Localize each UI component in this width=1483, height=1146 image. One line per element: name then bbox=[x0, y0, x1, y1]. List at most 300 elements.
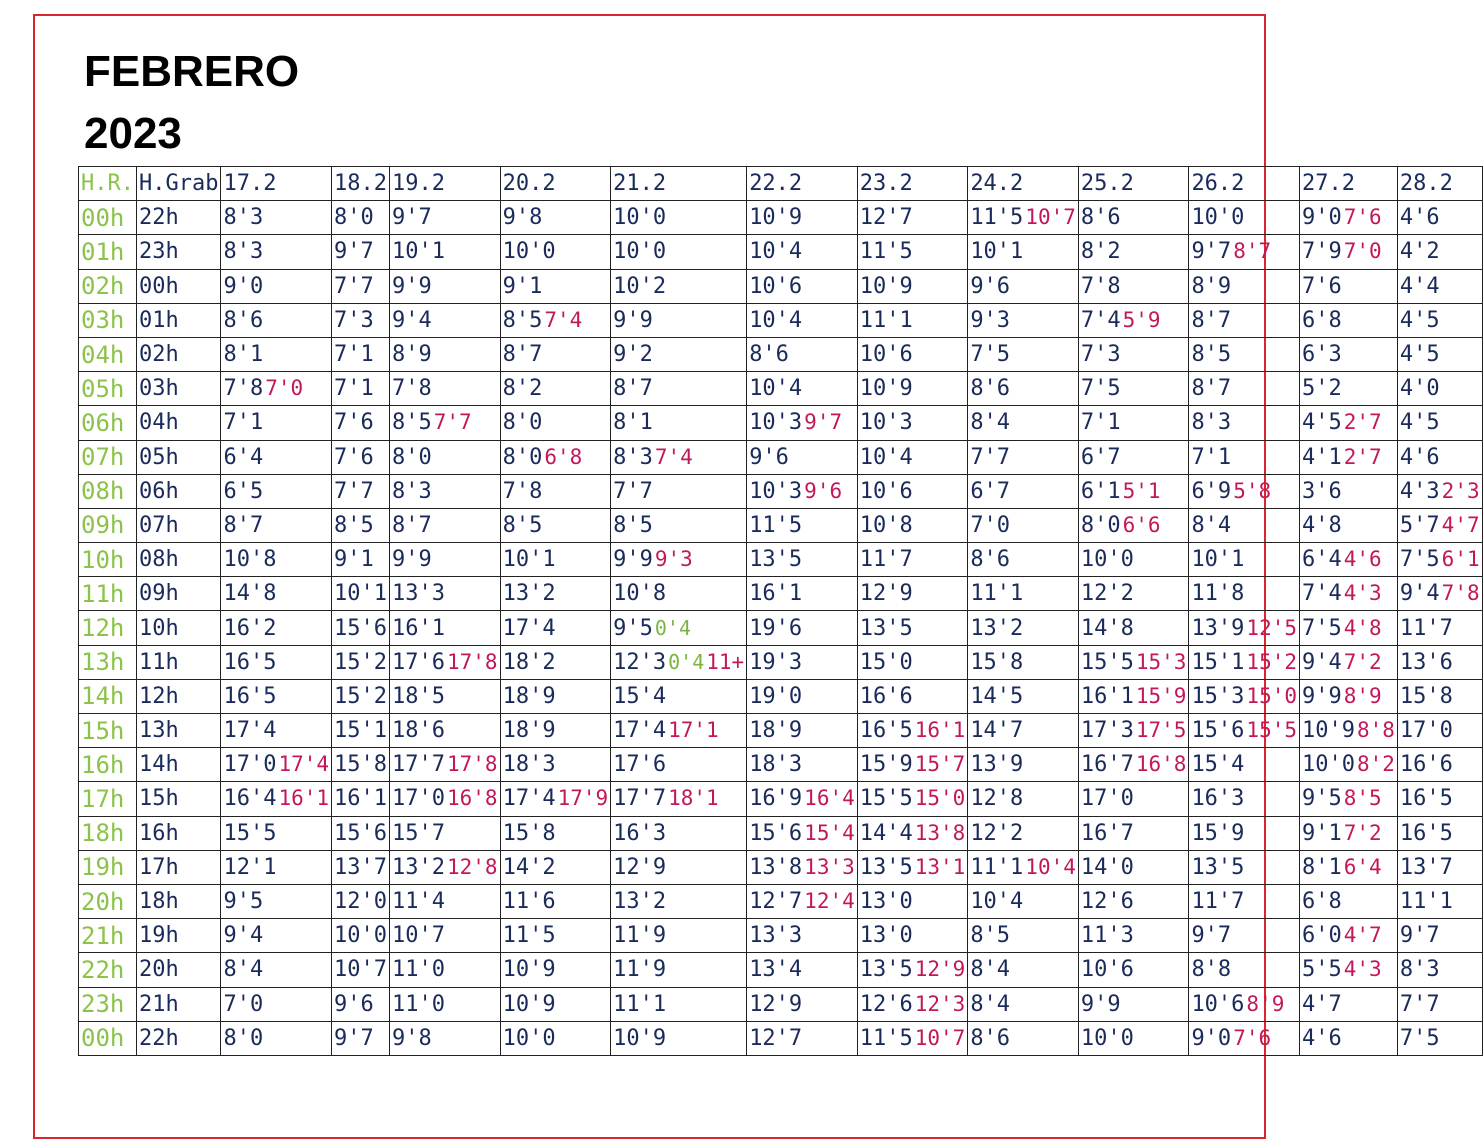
value-text: 7'3 bbox=[334, 307, 374, 333]
value-cell bbox=[857, 372, 968, 406]
value-text: 7'1 bbox=[1191, 444, 1232, 470]
value-cell bbox=[1189, 884, 1300, 918]
value-text: 14'0 bbox=[1080, 854, 1134, 880]
value-cell bbox=[1397, 611, 1482, 645]
value-cell bbox=[968, 987, 1079, 1021]
value-cell bbox=[390, 850, 501, 884]
value-text: 15'3 bbox=[1191, 683, 1245, 709]
value-text: 13'9 bbox=[1191, 615, 1245, 641]
value-cell bbox=[1078, 235, 1189, 269]
value-text: 9'9 bbox=[613, 307, 653, 333]
value-text: 8'6 bbox=[1080, 205, 1121, 231]
value-cell bbox=[747, 406, 858, 440]
value-cell bbox=[1078, 269, 1189, 303]
value-cell bbox=[1397, 440, 1482, 474]
value-text: 9'4 bbox=[392, 307, 432, 333]
value-text: 11'3 bbox=[1080, 923, 1134, 949]
value-cell bbox=[611, 850, 747, 884]
value-text: 7'6 bbox=[334, 410, 374, 436]
value-text: 8'4 bbox=[1191, 512, 1232, 538]
value-text: 9'5 bbox=[613, 615, 653, 641]
hour-real-cell: 08h bbox=[79, 474, 137, 508]
value-text: 7'4 bbox=[1302, 581, 1342, 607]
value-cell bbox=[1189, 474, 1300, 508]
value-cell bbox=[390, 201, 501, 235]
value-text: 9'5 bbox=[1302, 786, 1342, 812]
value-cell bbox=[1397, 303, 1482, 337]
value-cell bbox=[611, 714, 747, 748]
red-correction: 16'4 bbox=[804, 786, 855, 811]
value-text: 10'0 bbox=[502, 1025, 556, 1051]
value-cell bbox=[1078, 987, 1189, 1021]
value-text: 9'9 bbox=[613, 547, 653, 573]
value-cell bbox=[1300, 919, 1398, 953]
value-cell bbox=[1300, 679, 1398, 713]
value-text: 8'0 bbox=[223, 1025, 264, 1051]
value-cell bbox=[857, 269, 968, 303]
value-cell bbox=[857, 474, 968, 508]
value-cell bbox=[332, 440, 390, 474]
red-correction: 10'7 bbox=[1025, 205, 1076, 230]
value-text: 7'8 bbox=[1080, 273, 1121, 299]
value-cell bbox=[1078, 782, 1189, 816]
value-text: 9'0 bbox=[1191, 1025, 1232, 1051]
value-cell bbox=[500, 987, 611, 1021]
value-cell bbox=[857, 884, 968, 918]
value-cell bbox=[1189, 372, 1300, 406]
value-cell bbox=[968, 543, 1079, 577]
value-text: 4'6 bbox=[1302, 1025, 1342, 1051]
value-cell bbox=[857, 611, 968, 645]
value-text: 12'2 bbox=[970, 820, 1024, 846]
value-text: 19'6 bbox=[749, 615, 803, 641]
value-cell bbox=[857, 953, 968, 987]
value-text: 11'0 bbox=[392, 991, 445, 1017]
value-text: 10'9 bbox=[1302, 718, 1355, 744]
value-cell bbox=[968, 372, 1079, 406]
value-cell bbox=[857, 303, 968, 337]
hour-real-cell: 15h bbox=[79, 714, 137, 748]
hour-grab-cell: 03h bbox=[136, 372, 220, 406]
value-cell bbox=[747, 543, 858, 577]
value-text: 16'9 bbox=[749, 786, 803, 812]
value-text: 7'5 bbox=[970, 342, 1011, 368]
value-text: 15'9 bbox=[859, 752, 913, 778]
value-cell bbox=[747, 748, 858, 782]
value-text: 4'5 bbox=[1399, 307, 1440, 333]
red-correction: 7'4 bbox=[544, 307, 583, 332]
value-cell bbox=[390, 714, 501, 748]
hour-grab-cell: 19h bbox=[136, 919, 220, 953]
value-text: 8'2 bbox=[502, 376, 543, 402]
value-cell bbox=[857, 337, 968, 371]
value-text: 13'2 bbox=[502, 581, 556, 607]
value-text: 16'3 bbox=[613, 820, 667, 846]
hour-real-cell: 01h bbox=[79, 235, 137, 269]
value-text: 11'9 bbox=[613, 923, 667, 949]
table-row bbox=[79, 269, 1483, 303]
value-text: 10'8 bbox=[859, 512, 913, 538]
value-cell bbox=[332, 235, 390, 269]
value-cell bbox=[500, 816, 611, 850]
value-text: 6'3 bbox=[1302, 342, 1342, 368]
value-cell bbox=[611, 303, 747, 337]
value-cell bbox=[500, 850, 611, 884]
value-cell bbox=[968, 782, 1079, 816]
value-cell bbox=[857, 201, 968, 235]
value-cell bbox=[332, 201, 390, 235]
value-cell bbox=[747, 987, 858, 1021]
value-text: 16'7 bbox=[1080, 820, 1134, 846]
value-cell bbox=[1078, 679, 1189, 713]
value-text: 4'2 bbox=[1399, 239, 1440, 265]
value-cell bbox=[747, 884, 858, 918]
hour-grab-cell: 01h bbox=[136, 303, 220, 337]
value-text: 13'0 bbox=[859, 889, 913, 915]
value-text: 7'5 bbox=[1399, 547, 1440, 573]
value-text: 8'9 bbox=[1191, 273, 1232, 299]
value-text: 9'9 bbox=[1080, 991, 1121, 1017]
value-cell bbox=[968, 850, 1079, 884]
value-text: 7'1 bbox=[334, 342, 374, 368]
red-correction: 17'9 bbox=[557, 786, 609, 811]
value-text: 17'4 bbox=[613, 718, 667, 744]
value-cell bbox=[500, 269, 611, 303]
red-correction: 7'7 bbox=[433, 410, 472, 435]
red-correction: 4'7 bbox=[1441, 512, 1480, 537]
value-text: 10'0 bbox=[1191, 205, 1245, 231]
value-text: 16'3 bbox=[1191, 786, 1245, 812]
value-text: 10'9 bbox=[859, 273, 913, 299]
red-correction: 17'5 bbox=[1135, 718, 1187, 743]
value-cell bbox=[332, 782, 390, 816]
value-cell bbox=[1300, 543, 1398, 577]
value-text: 13'0 bbox=[859, 923, 913, 949]
hour-real-cell: 00h bbox=[79, 1021, 137, 1055]
value-cell bbox=[221, 953, 332, 987]
red-correction: 13'1 bbox=[914, 854, 966, 879]
header-date: 25.2 bbox=[1078, 167, 1189, 201]
value-text: 8'0 bbox=[334, 205, 374, 231]
red-correction: 8'5 bbox=[1343, 786, 1382, 811]
value-text: 16'1 bbox=[1080, 683, 1134, 709]
value-text: 16'1 bbox=[392, 615, 445, 641]
hour-real-cell: 14h bbox=[79, 679, 137, 713]
value-cell bbox=[221, 577, 332, 611]
table-row bbox=[79, 816, 1483, 850]
value-text: 10'1 bbox=[970, 239, 1024, 265]
value-cell bbox=[1189, 645, 1300, 679]
red-correction: 15'9 bbox=[1135, 683, 1187, 708]
value-text: 7'8 bbox=[392, 376, 432, 402]
table-row bbox=[79, 850, 1483, 884]
value-cell bbox=[221, 543, 332, 577]
table-row bbox=[79, 508, 1483, 542]
value-text: 15'4 bbox=[613, 683, 667, 709]
value-text: 9'7 bbox=[334, 1025, 374, 1051]
value-text: 7'0 bbox=[223, 991, 264, 1017]
value-text: 15'7 bbox=[392, 820, 445, 846]
value-cell bbox=[390, 782, 501, 816]
value-text: 17'7 bbox=[392, 752, 445, 778]
value-text: 10'4 bbox=[859, 444, 913, 470]
value-cell bbox=[1300, 440, 1398, 474]
value-text: 13'7 bbox=[334, 854, 388, 880]
value-text: 8'0 bbox=[502, 410, 543, 436]
value-text: 10'0 bbox=[334, 923, 388, 949]
value-cell bbox=[611, 406, 747, 440]
red-correction: 17'1 bbox=[668, 718, 719, 743]
value-text: 11'5 bbox=[859, 239, 913, 265]
value-cell bbox=[332, 577, 390, 611]
value-cell bbox=[968, 508, 1079, 542]
value-cell bbox=[1078, 543, 1189, 577]
value-cell bbox=[390, 269, 501, 303]
value-text: 15'2 bbox=[334, 683, 388, 709]
value-text: 18'9 bbox=[502, 718, 556, 744]
value-text: 8'4 bbox=[223, 957, 264, 983]
value-cell bbox=[1300, 611, 1398, 645]
value-text: 6'9 bbox=[1191, 478, 1232, 504]
value-cell bbox=[1189, 337, 1300, 371]
value-text: 8'5 bbox=[502, 512, 543, 538]
header-date: 28.2 bbox=[1397, 167, 1482, 201]
value-cell bbox=[1397, 508, 1482, 542]
value-text: 8'5 bbox=[1191, 342, 1232, 368]
table-row bbox=[79, 577, 1483, 611]
value-text: 9'8 bbox=[392, 1025, 432, 1051]
value-text: 9'7 bbox=[1191, 239, 1232, 265]
value-cell bbox=[390, 919, 501, 953]
value-cell bbox=[1078, 714, 1189, 748]
value-cell bbox=[968, 919, 1079, 953]
red-correction: 6'6 bbox=[1122, 512, 1161, 537]
value-text: 8'5 bbox=[392, 410, 432, 436]
value-text: 8'8 bbox=[1191, 957, 1232, 983]
value-text: 10'6 bbox=[749, 273, 803, 299]
value-text: 7'9 bbox=[1302, 239, 1342, 265]
value-text: 7'7 bbox=[970, 444, 1011, 470]
value-cell bbox=[1300, 303, 1398, 337]
value-text: 8'6 bbox=[970, 376, 1011, 402]
value-cell bbox=[1397, 987, 1482, 1021]
value-text: 7'1 bbox=[334, 376, 374, 402]
value-text: 9'9 bbox=[1302, 683, 1342, 709]
value-cell bbox=[500, 884, 611, 918]
value-text: 12'6 bbox=[859, 991, 913, 1017]
red-correction: 7'0 bbox=[265, 376, 304, 401]
value-cell bbox=[1397, 235, 1482, 269]
hour-real-cell: 20h bbox=[79, 884, 137, 918]
value-cell bbox=[611, 953, 747, 987]
red-correction: 16'1 bbox=[278, 786, 330, 811]
value-text: 10'7 bbox=[392, 923, 445, 949]
value-cell bbox=[1300, 201, 1398, 235]
red-correction: 12'9 bbox=[914, 957, 966, 982]
value-cell bbox=[1189, 714, 1300, 748]
red-correction: 17'8 bbox=[447, 649, 498, 674]
value-cell bbox=[1397, 748, 1482, 782]
value-text: 7'3 bbox=[1080, 342, 1121, 368]
value-text: 7'4 bbox=[1080, 307, 1121, 333]
value-text: 9'6 bbox=[749, 444, 789, 470]
value-text: 13'4 bbox=[749, 957, 803, 983]
value-text: 11'1 bbox=[613, 991, 667, 1017]
value-cell bbox=[968, 235, 1079, 269]
value-cell bbox=[332, 337, 390, 371]
value-cell bbox=[332, 953, 390, 987]
value-text: 18'9 bbox=[749, 718, 803, 744]
table-row bbox=[79, 611, 1483, 645]
value-cell bbox=[857, 406, 968, 440]
value-cell bbox=[500, 235, 611, 269]
value-text: 10'3 bbox=[749, 410, 803, 436]
value-cell bbox=[221, 645, 332, 679]
value-cell bbox=[1300, 372, 1398, 406]
value-text: 13'2 bbox=[970, 615, 1024, 641]
value-cell bbox=[1189, 850, 1300, 884]
value-cell bbox=[747, 337, 858, 371]
value-text: 8'3 bbox=[1399, 957, 1440, 983]
table-row bbox=[79, 748, 1483, 782]
value-text: 6'7 bbox=[1080, 444, 1121, 470]
value-text: 8'3 bbox=[392, 478, 432, 504]
hour-grab-cell: 17h bbox=[136, 850, 220, 884]
value-cell bbox=[390, 235, 501, 269]
value-text: 9'3 bbox=[970, 307, 1011, 333]
value-text: 9'1 bbox=[502, 273, 543, 299]
value-cell bbox=[500, 1021, 611, 1055]
value-text: 10'0 bbox=[502, 239, 556, 265]
value-cell bbox=[747, 269, 858, 303]
hour-grab-cell: 18h bbox=[136, 884, 220, 918]
value-text: 8'7 bbox=[1191, 307, 1232, 333]
value-cell bbox=[332, 269, 390, 303]
value-cell bbox=[390, 508, 501, 542]
value-cell bbox=[1189, 679, 1300, 713]
value-cell bbox=[332, 816, 390, 850]
value-text: 17'4 bbox=[223, 718, 277, 744]
value-text: 8'0 bbox=[502, 444, 543, 470]
red-correction: 9'6 bbox=[804, 478, 843, 503]
value-cell bbox=[1078, 953, 1189, 987]
value-cell bbox=[1300, 474, 1398, 508]
value-cell bbox=[611, 543, 747, 577]
value-cell bbox=[332, 645, 390, 679]
value-cell bbox=[1078, 303, 1189, 337]
value-text: 16'2 bbox=[223, 615, 277, 641]
value-cell bbox=[968, 337, 1079, 371]
value-text: 13'8 bbox=[749, 854, 803, 880]
value-text: 10'6 bbox=[859, 478, 913, 504]
temperature-table bbox=[78, 166, 1483, 1056]
value-cell bbox=[1078, 919, 1189, 953]
value-cell bbox=[1078, 440, 1189, 474]
value-text: 12'7 bbox=[859, 205, 913, 231]
value-cell bbox=[390, 748, 501, 782]
value-cell bbox=[221, 235, 332, 269]
value-text: 15'1 bbox=[1191, 649, 1245, 675]
value-cell bbox=[968, 611, 1079, 645]
hour-real-cell: 05h bbox=[79, 372, 137, 406]
value-cell bbox=[968, 474, 1079, 508]
value-cell bbox=[1189, 987, 1300, 1021]
red-correction: 8'9 bbox=[1246, 991, 1285, 1016]
value-cell bbox=[500, 953, 611, 987]
value-text: 15'5 bbox=[223, 820, 277, 846]
value-text: 12'2 bbox=[1080, 581, 1134, 607]
value-text: 10'9 bbox=[749, 205, 803, 231]
hour-grab-cell: 22h bbox=[136, 1021, 220, 1055]
value-text: 15'1 bbox=[334, 718, 388, 744]
green-note: 0'4 bbox=[654, 615, 692, 640]
red-correction: 15'0 bbox=[914, 786, 966, 811]
hour-real-cell: 17h bbox=[79, 782, 137, 816]
table-row bbox=[79, 987, 1483, 1021]
value-cell bbox=[1078, 850, 1189, 884]
value-cell bbox=[1397, 474, 1482, 508]
value-cell bbox=[500, 919, 611, 953]
value-cell bbox=[1189, 748, 1300, 782]
value-cell bbox=[857, 645, 968, 679]
table-row bbox=[79, 884, 1483, 918]
value-text: 4'5 bbox=[1302, 410, 1342, 436]
hour-grab-cell: 09h bbox=[136, 577, 220, 611]
value-cell bbox=[857, 919, 968, 953]
red-correction: 5'8 bbox=[1233, 478, 1272, 503]
value-text: 9'0 bbox=[223, 273, 264, 299]
hour-grab-cell: 05h bbox=[136, 440, 220, 474]
value-cell bbox=[1078, 645, 1189, 679]
value-text: 14'4 bbox=[859, 820, 913, 846]
value-cell bbox=[611, 337, 747, 371]
value-text: 6'8 bbox=[1302, 307, 1342, 333]
header-date: 21.2 bbox=[611, 167, 747, 201]
value-text: 6'1 bbox=[1080, 478, 1121, 504]
value-cell bbox=[968, 816, 1079, 850]
hour-grab-cell: 00h bbox=[136, 269, 220, 303]
value-cell bbox=[332, 679, 390, 713]
value-cell bbox=[1078, 884, 1189, 918]
red-correction: 8'7 bbox=[1233, 239, 1272, 264]
value-cell bbox=[390, 987, 501, 1021]
value-text: 5'5 bbox=[1302, 957, 1342, 983]
month-title: FEBRERO bbox=[84, 47, 300, 96]
value-cell bbox=[1078, 1021, 1189, 1055]
value-text: 4'7 bbox=[1302, 991, 1342, 1017]
red-correction: 12'5 bbox=[1246, 615, 1297, 640]
value-text: 13'5 bbox=[859, 854, 913, 880]
value-text: 10'4 bbox=[749, 239, 803, 265]
value-text: 13'3 bbox=[392, 581, 445, 607]
value-text: 11'7 bbox=[859, 547, 913, 573]
value-text: 8'1 bbox=[223, 342, 264, 368]
value-text: 16'5 bbox=[223, 683, 277, 709]
value-text: 8'0 bbox=[1080, 512, 1121, 538]
value-text: 17'4 bbox=[502, 786, 556, 812]
value-text: 12'9 bbox=[859, 581, 913, 607]
value-cell bbox=[221, 884, 332, 918]
red-correction: 12'8 bbox=[447, 854, 498, 879]
value-text: 18'5 bbox=[392, 683, 445, 709]
value-text: 8'5 bbox=[613, 512, 653, 538]
hour-real-cell: 10h bbox=[79, 543, 137, 577]
red-correction: 5'9 bbox=[1122, 307, 1161, 332]
value-cell bbox=[968, 406, 1079, 440]
value-text: 13'2 bbox=[392, 854, 445, 880]
value-cell bbox=[968, 645, 1079, 679]
value-cell bbox=[747, 201, 858, 235]
